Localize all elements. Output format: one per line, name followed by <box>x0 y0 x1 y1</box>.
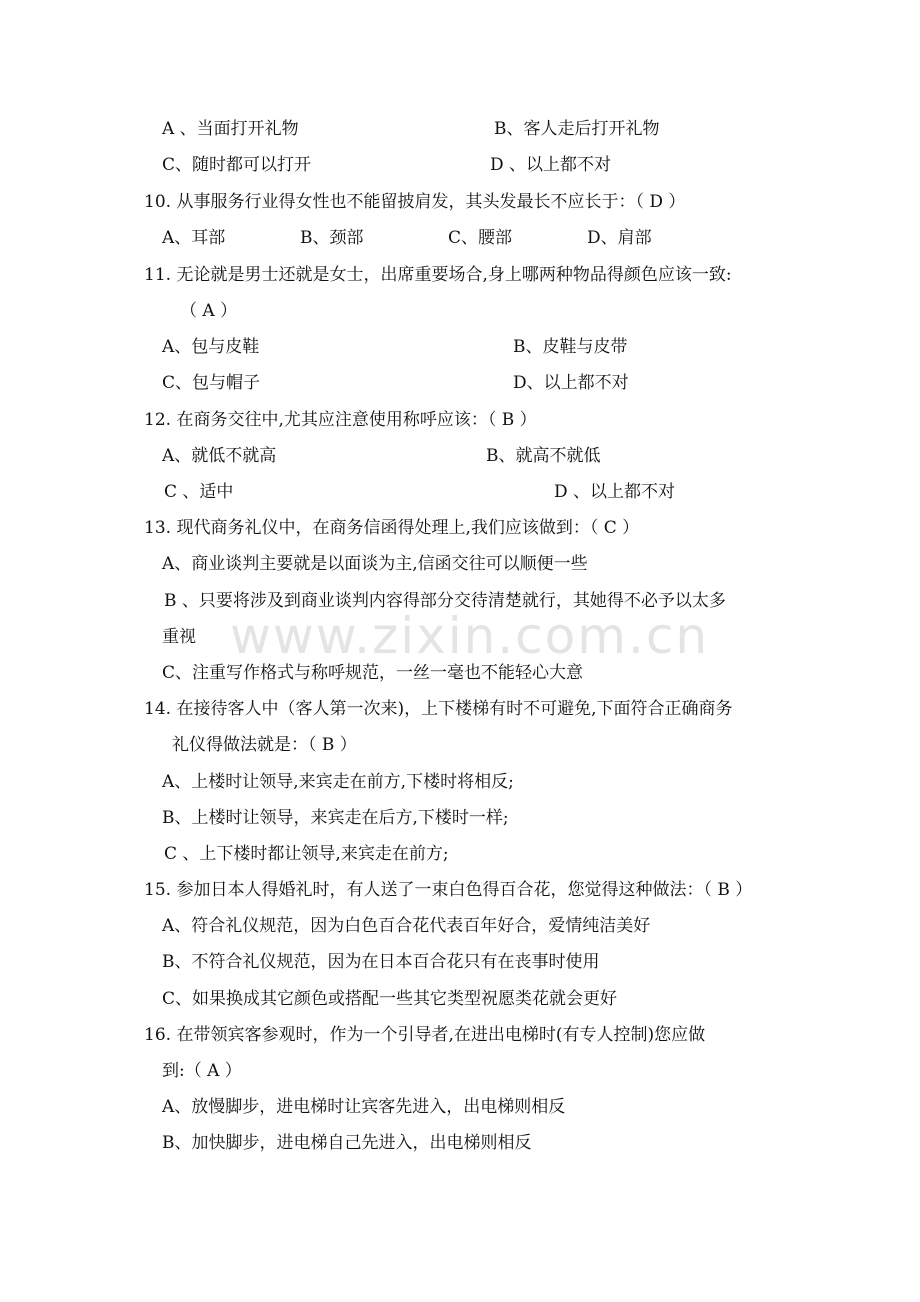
q11-answer: （ A ） <box>180 301 238 321</box>
q9-option-d: D 、以上都不对 <box>490 155 612 175</box>
q13-option-c: C、注重写作格式与称呼规范，一丝一毫也不能轻心大意 <box>162 663 584 683</box>
q13-option-b-line1: B 、只要将涉及到商业谈判内容得部分交待清楚就行，其她得不必予以太多 <box>164 591 726 611</box>
q9-option-b: B、客人走后打开礼物 <box>494 119 660 139</box>
q13-stem: 13. 现代商务礼仪中，在商务信函得处理上,我们应该做到：（ C ） <box>144 518 640 538</box>
q14-stem-line1: 14. 在接待客人中（客人第一次来)，上下楼梯有时不可避免,下面符合正确商务 <box>144 699 733 719</box>
q16-option-a: A、放慢脚步，进电梯时让宾客先进入，出电梯则相反 <box>162 1097 566 1117</box>
q14-option-a: A、上楼时让领导,来宾走在前方,下楼时将相反; <box>162 772 514 792</box>
watermark: www.zixin.com.cn <box>230 607 710 665</box>
q12-option-b: B、就高不就低 <box>486 446 601 466</box>
q15-option-a: A、符合礼仪规范，因为白色百合花代表百年好合，爱情纯洁美好 <box>162 916 651 936</box>
q11-option-d: D、以上都不对 <box>513 373 629 393</box>
q16-stem-line1: 16. 在带领宾客参观时，作为一个引导者,在进出电梯时(有专人控制)您应做 <box>144 1025 706 1045</box>
q10-option-c: C、腰部 <box>448 228 513 248</box>
q15-stem: 15. 参加日本人得婚礼时，有人送了一束白色得百合花，您觉得这种做法：（ B ） <box>144 880 753 900</box>
q15-option-b: B、不符合礼仪规范，因为在日本百合花只有在丧事时使用 <box>162 952 600 972</box>
q11-option-b: B、皮鞋与皮带 <box>513 337 628 357</box>
q10-stem: 10. 从事服务行业得女性也不能留披肩发，其头发最长不应长于：（ D ） <box>144 192 686 212</box>
q10-option-a: A、耳部 <box>162 228 226 248</box>
q10-option-b: B、颈部 <box>300 228 364 248</box>
q11-option-c: C、包与帽子 <box>162 373 261 393</box>
q14-stem-line2: 礼仪得做法就是：（ B ） <box>172 735 357 755</box>
q14-option-c: C 、上下楼时都让领导,来宾走在前方; <box>164 844 449 864</box>
q12-option-d: D 、以上都不对 <box>554 482 676 502</box>
q11-option-a: A、包与皮鞋 <box>162 337 260 357</box>
q14-option-b: B、上楼时让领导，来宾走在后方,下楼时一样; <box>162 808 509 828</box>
q12-option-a: A、就低不就高 <box>162 446 277 466</box>
q9-option-a: A 、当面打开礼物 <box>162 119 299 139</box>
q16-stem-line2: 到:（ A ） <box>162 1061 242 1081</box>
q16-option-b: B、加快脚步，进电梯自己先进入，出电梯则相反 <box>162 1133 532 1153</box>
q12-stem: 12. 在商务交往中,尤其应注意使用称呼应该：（ B ） <box>144 410 537 430</box>
q9-option-c: C、随时都可以打开 <box>162 155 312 175</box>
q13-option-a: A、商业谈判主要就是以面谈为主,信函交往可以顺便一些 <box>162 554 588 574</box>
q12-option-c: C 、适中 <box>164 482 234 502</box>
q11-stem: 11. 无论就是男士还就是女士，出席重要场合,身上哪两种物品得颜色应该一致: <box>144 265 732 285</box>
q10-option-d: D、肩部 <box>587 228 652 248</box>
q13-option-b-line2: 重视 <box>162 627 196 647</box>
q15-option-c: C、如果换成其它颜色或搭配一些其它类型祝愿类花就会更好 <box>162 989 618 1009</box>
